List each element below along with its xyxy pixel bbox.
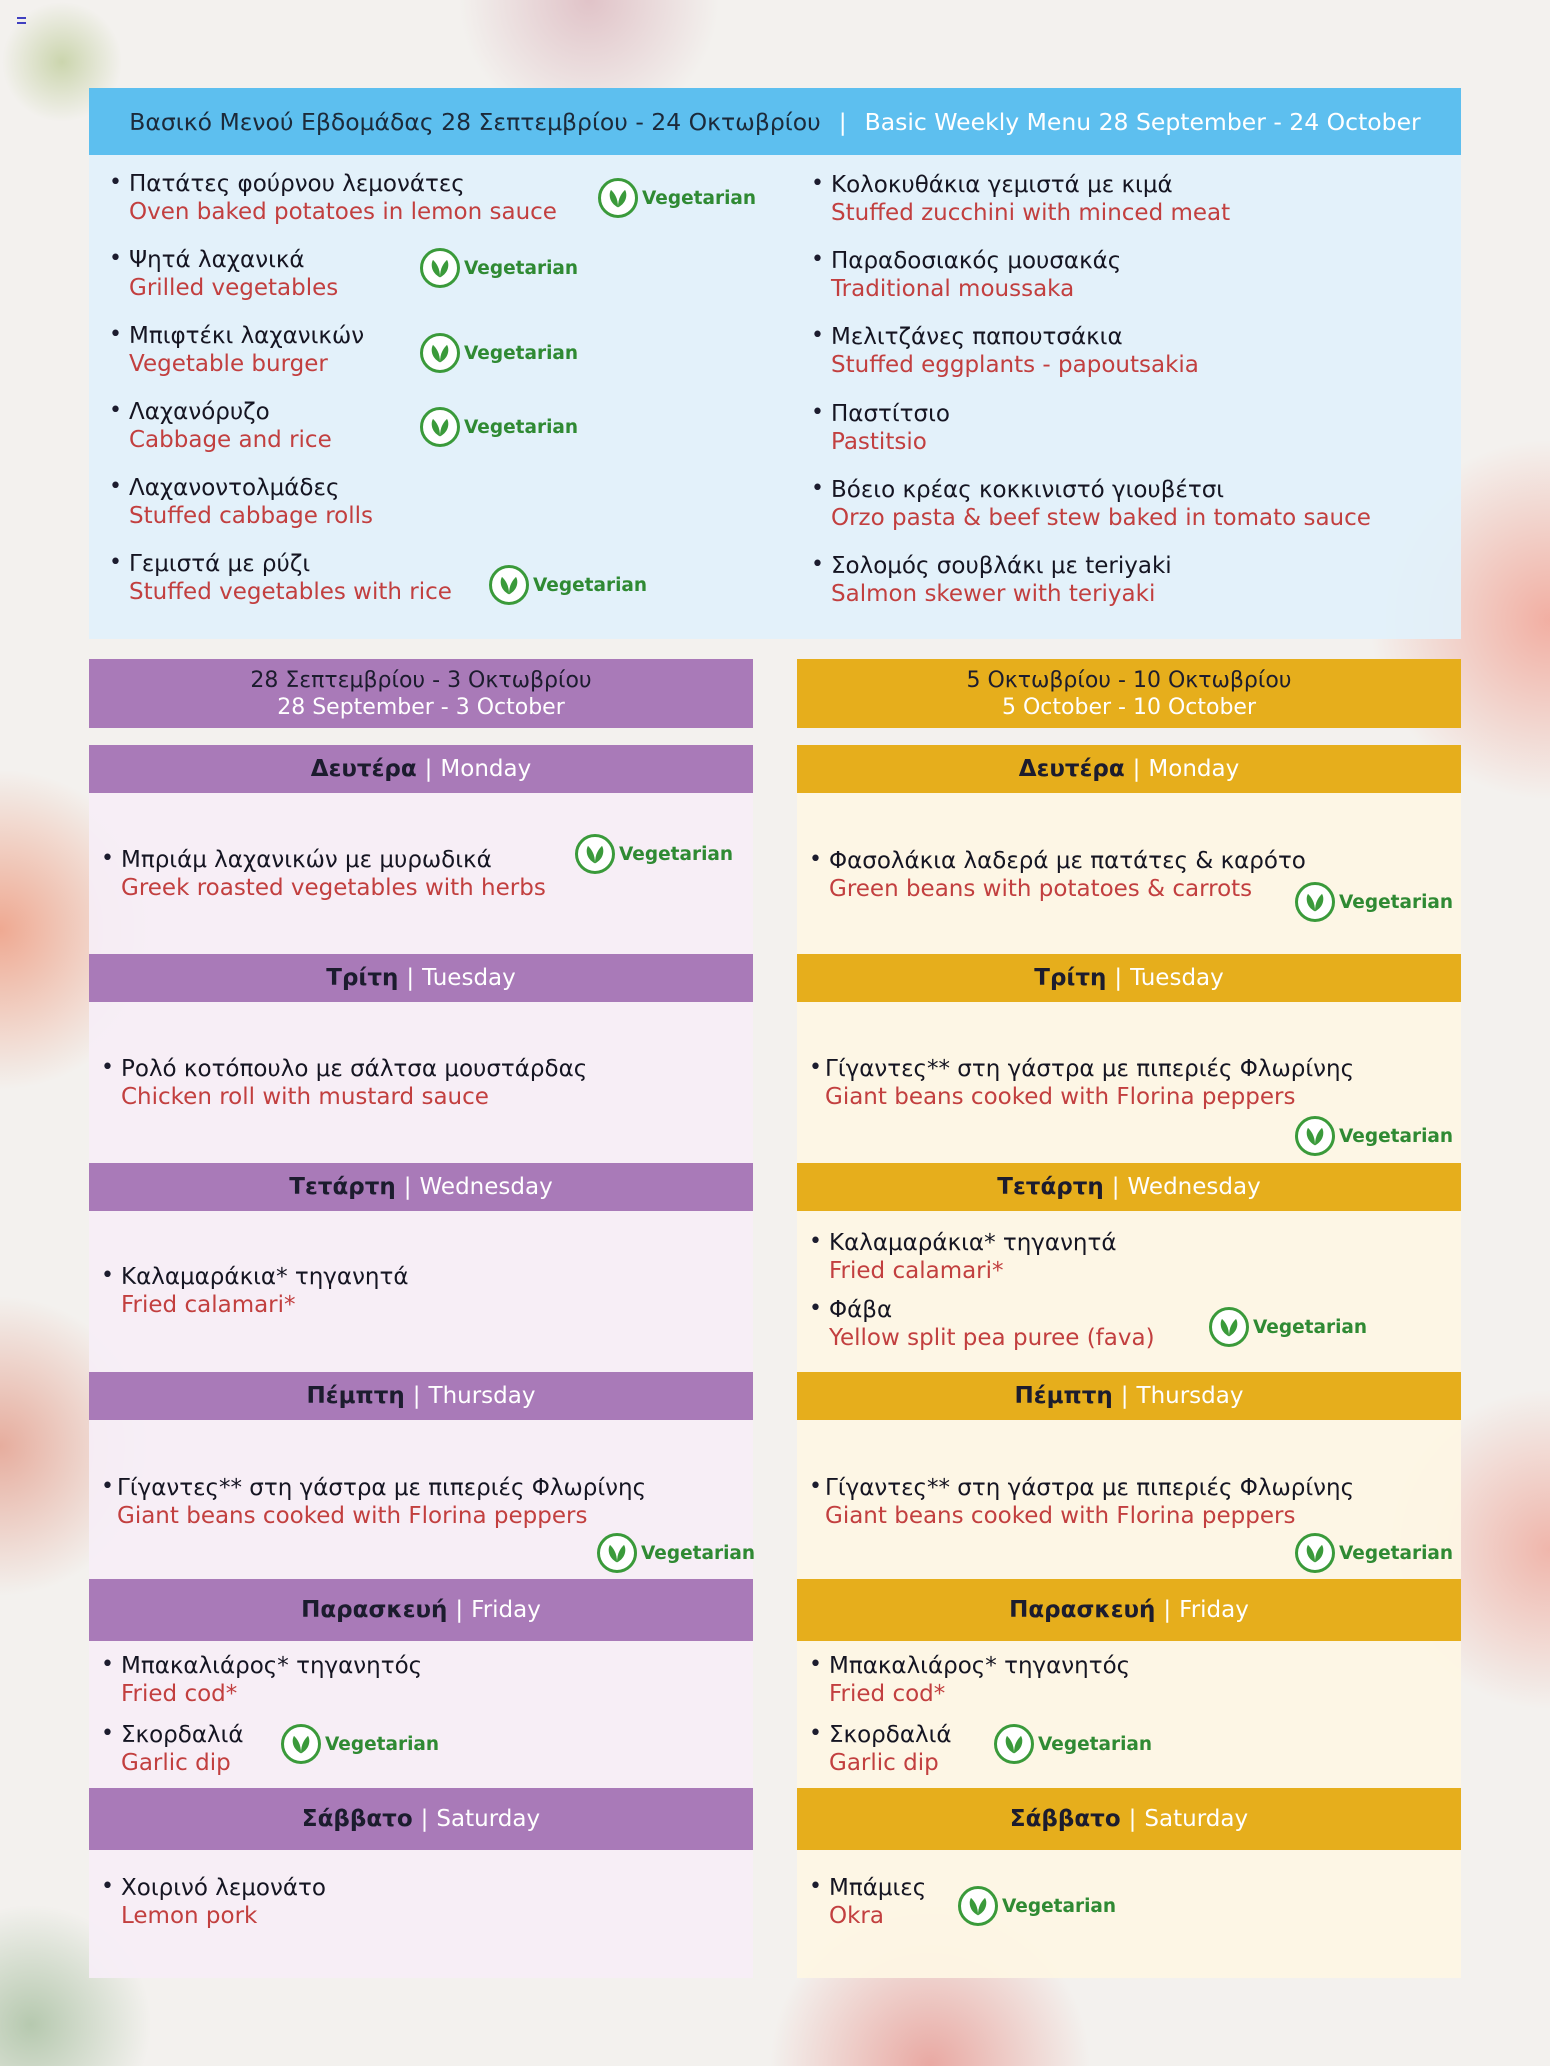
list-item: • Γίγαντες** στη γάστρα με πιπεριές Φλωρίνης Giant beans cooked with Florina peppers [809,1055,1355,1110]
list-item: • Μπακαλιάρος* τηγανητός Fried cod* [809,1652,1131,1707]
vegetarian-badge: Vegetarian [598,178,756,218]
list-item: • Κολοκυθάκια γεμιστά με κιμά Stuffed zucchini with minced meat [811,171,1231,226]
leaf-icon [598,178,638,218]
day-header-tuesday: Τρίτη | Tuesday [89,954,753,1002]
leaf-icon [1209,1307,1249,1347]
day-header-friday: Παρασκευή | Friday [797,1579,1461,1641]
vegetarian-badge: Vegetarian [420,407,578,447]
list-item: • Σκορδαλιά Garlic dip [101,1721,244,1776]
menu-icon [17,17,26,24]
leaf-icon [420,407,460,447]
vegetarian-badge: Vegetarian [958,1886,1116,1926]
leaf-icon [575,834,615,874]
day-header-tuesday: Τρίτη | Tuesday [797,954,1461,1002]
list-item: • Παραδοσιακός μουσακάς Traditional moussaka [811,247,1122,302]
list-item: • Πατάτες φούρνου λεμονάτες Oven baked potatoes in lemon sauce [109,170,557,225]
list-item: • Γίγαντες** στη γάστρα με πιπεριές Φλωρίνης Giant beans cooked with Florina peppers [809,1474,1355,1529]
vegetarian-badge: Vegetarian [489,565,647,605]
day-header-saturday: Σάββατο | Saturday [89,1788,753,1850]
weekly-menu-title-gr: Βασικό Μενού Εβδομάδας 28 Σεπτεμβρίου - 24 Οκτωβρίου [129,107,821,136]
list-item: • Γεμιστά με ρύζι Stuffed vegetables with rice [109,550,452,605]
day-header-wednesday: Τετάρτη | Wednesday [89,1163,753,1211]
vegetarian-badge: Vegetarian [1295,882,1453,922]
list-item: • Σκορδαλιά Garlic dip [809,1721,952,1776]
weekly-menu-title-en: Basic Weekly Menu 28 September - 24 October [864,107,1421,136]
title-separator: | [838,107,847,136]
leaf-icon [1295,1533,1335,1573]
list-item: • Σολομός σουβλάκι με teriyaki Salmon skewer with teriyaki [811,552,1172,607]
vegetarian-badge: Vegetarian [420,333,578,373]
vegetarian-badge: Vegetarian [281,1724,439,1764]
day-header-saturday: Σάββατο | Saturday [797,1788,1461,1850]
list-item: • Μπιφτέκι λαχανικών Vegetable burger [109,322,365,377]
vegetarian-badge: Vegetarian [575,834,733,874]
leaf-icon [994,1724,1034,1764]
week1-date-range: 28 Σεπτεμβρίου - 3 Οκτωβρίου 28 September - 3 October [89,659,753,728]
weekly-menu-header [89,88,1461,155]
vegetarian-badge: Vegetarian [1295,1533,1453,1573]
list-item: • Καλαμαράκια* τηγανητά Fried calamari* [101,1263,409,1318]
leaf-icon [1295,882,1335,922]
day-header-wednesday: Τετάρτη | Wednesday [797,1163,1461,1211]
day-header-monday: Δευτέρα | Monday [89,745,753,793]
vegetarian-badge: Vegetarian [1295,1116,1453,1156]
leaf-icon [958,1886,998,1926]
week2-date-range: 5 Οκτωβρίου - 10 Οκτωβρίου 5 October - 10 October [797,659,1461,728]
leaf-icon [281,1724,321,1764]
vegetarian-badge: Vegetarian [994,1724,1152,1764]
list-item: • Παστίτσιο Pastitsio [811,400,950,455]
list-item: • Λαχανόρυζο Cabbage and rice [109,398,332,453]
day-header-monday: Δευτέρα | Monday [797,745,1461,793]
vegetarian-badge: Vegetarian [1209,1307,1367,1347]
list-item: • Ψητά λαχανικά Grilled vegetables [109,246,339,301]
list-item: • Μπακαλιάρος* τηγανητός Fried cod* [101,1652,423,1707]
list-item: • Γίγαντες** στη γάστρα με πιπεριές Φλωρίνης Giant beans cooked with Florina peppers [101,1474,647,1529]
list-item: • Φασολάκια λαδερά με πατάτες & καρότο Green beans with potatoes & carrots [809,847,1306,902]
leaf-icon [420,333,460,373]
list-item: • Φάβα Yellow split pea puree (fava) [809,1296,1155,1351]
list-item: • Λαχανοντολμάδες Stuffed cabbage rolls [109,474,373,529]
leaf-icon [597,1533,637,1573]
list-item: • Βόειο κρέας κοκκινιστό γιουβέτσι Orzo pasta & beef stew baked in tomato sauce [811,476,1371,531]
list-item: • Μελιτζάνες παπουτσάκια Stuffed eggplants - papoutsakia [811,323,1199,378]
day-header-thursday: Πέμπτη | Thursday [797,1372,1461,1420]
vegetarian-badge: Vegetarian [597,1533,755,1573]
day-header-friday: Παρασκευή | Friday [89,1579,753,1641]
leaf-icon [420,248,460,288]
leaf-icon [1295,1116,1335,1156]
list-item: • Καλαμαράκια* τηγανητά Fried calamari* [809,1229,1117,1284]
list-item: • Ρολό κοτόπουλο με σάλτσα μουστάρδας Chicken roll with mustard sauce [101,1055,588,1110]
list-item: • Μπριάμ λαχανικών με μυρωδικά Greek roasted vegetables with herbs [101,846,546,901]
leaf-icon [489,565,529,605]
vegetarian-badge: Vegetarian [420,248,578,288]
list-item: • Χοιρινό λεμονάτο Lemon pork [101,1874,326,1929]
day-header-thursday: Πέμπτη | Thursday [89,1372,753,1420]
list-item: • Μπάμιες Okra [809,1874,927,1929]
